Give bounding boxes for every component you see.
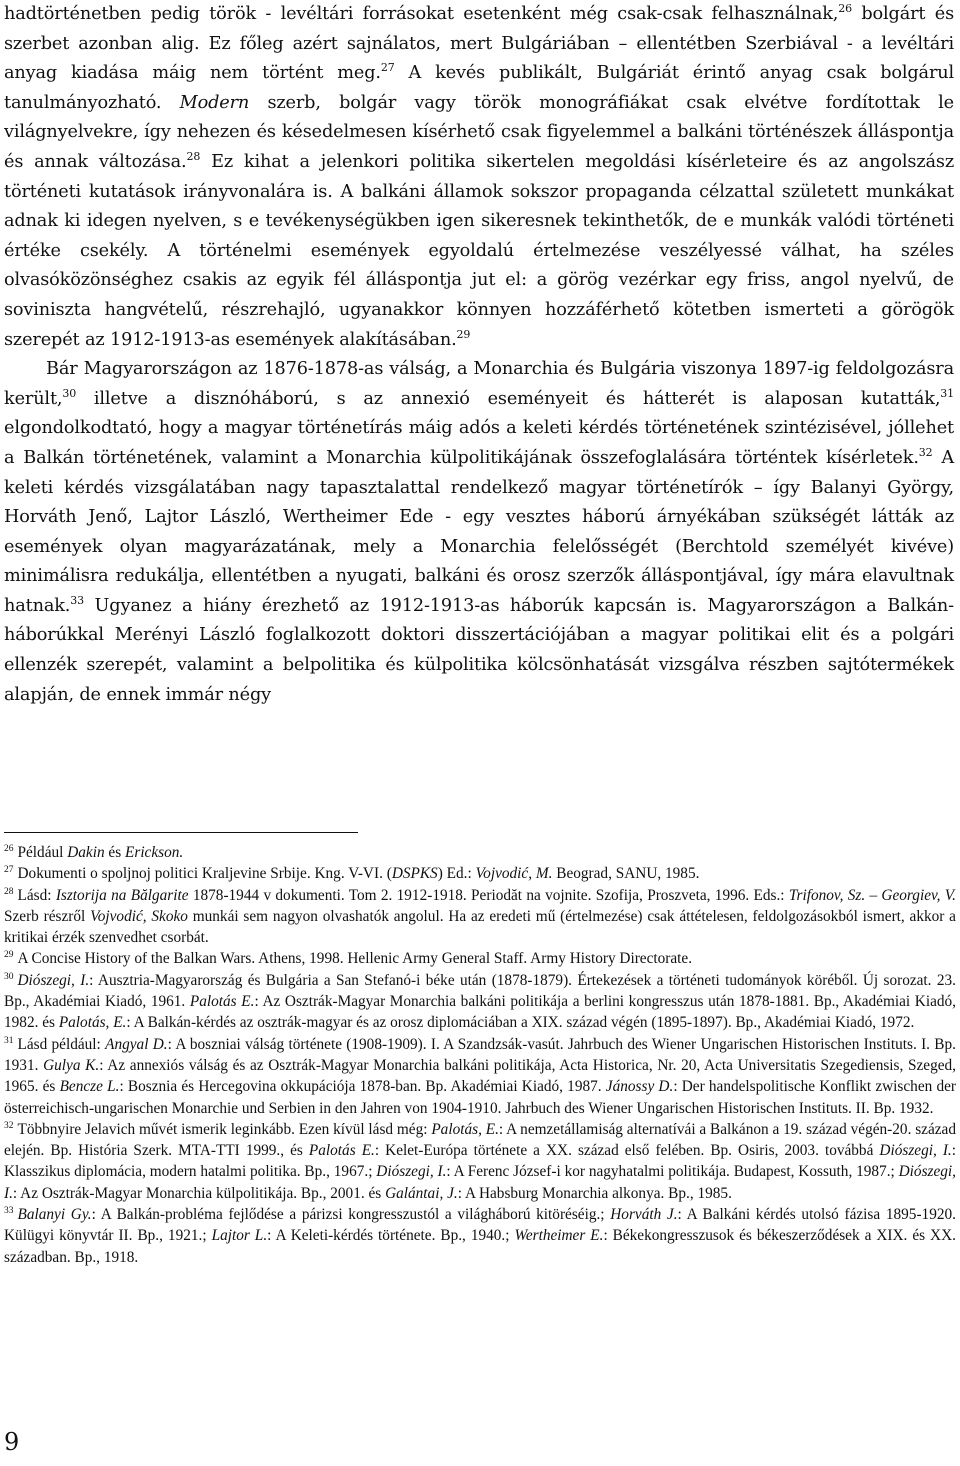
- text-run: szerb, bolgár vagy török monográfiákat csak elvétve fordítottak le világnyelvekre, így nehezen és késedelmesen kísérhető csak figyelemmel a balkáni történészek álláspontja és annak változása.: [4, 92, 954, 172]
- text-run: A Concise History of the Balkan Wars. Athens, 1998. Hellenic Army General Staff. Army History Directorate.: [17, 950, 693, 968]
- text-run: : Der handelspolitische Konflikt zwischen der österreichisch-ungarischen Monarchie und Serbien in den Jahren von 1904-1910. Jahrbuch des Wiener Ungarischen Historischen Instituts. II. Bp. 1932.: [4, 1078, 956, 1117]
- text-run: : A Balkán-kérdés az osztrák-magyar és az orosz diplomáciában a XIX. század végén (1895-1897). Bp., Akadémiai Kiadó, 1972.: [126, 1014, 915, 1032]
- italic-text: Jánossy D.: [605, 1078, 674, 1096]
- footnotes: [4, 842, 956, 1268]
- italic-text: Trifonov, Sz. – Georgiev, V.: [788, 886, 956, 904]
- italic-text: Palotás E.: [308, 1142, 375, 1160]
- text-run: illetve a disznóháború, s az annexió eseményeit és hátterét is alaposan kutatták,: [76, 388, 941, 409]
- text-run: A kevés publikált, Bulgáriát érintő anyag csak bolgárul tanulmányozható.: [4, 63, 954, 113]
- footnote-number: 29: [4, 950, 14, 961]
- footnote-number: 27: [4, 865, 14, 876]
- text-run: : A Habsburg Monarchia alkonya. Bp., 1985.: [457, 1184, 732, 1202]
- footnote-31: [4, 1034, 956, 1119]
- footnote-33: [4, 1204, 956, 1268]
- footnote-ref-27[interactable]: 27: [380, 61, 395, 75]
- text-run: elgondolkodtató, hogy a magyar történetírás máig adós a keleti kérdés történetének szintézisével, jóllehet a Balkán történetének, valamint a Monarchia külpolitikájának összefoglalására történtek kísérletek.: [4, 418, 954, 468]
- text-run: 1878-1944 v dokumenti. Tom 2. 1912-1918. Periodăt na vojnite. Szofija, Proszveta, 1996. Eds.:: [188, 886, 789, 904]
- text-run: : A nemzetállamiság alternatívái a Balkánon a 19. század végén-20. század elején. Bp. História Szerk. MTA-TTI 1999., és: [4, 1120, 956, 1160]
- text-run: : A boszniai válság története (1908-1909). I. A Szandzsák-vasút. Jahrbuch des Wiener Ungarischen Historischen Instituts. I. Bp. 1931.: [4, 1035, 956, 1074]
- text-run: A keleti kérdés vizsgálatában nagy tapasztalattal rendelkező magyar történetírók – így Balanyi György, Horváth Jenő, Lajtor László, Wertheimer Ede - egy vesztes háború árnyékában szükségét látták az események olyan magyarázatának, mely a Monarchia felelősségét (Berchtold személyét kivéve) minimálisra redukálja, ellentétben a nyugati, balkáni és orosz szerzők álláspontjával, így mára elavultnak hatnak.: [4, 447, 954, 616]
- text-run: : Az Osztrák-Magyar Monarchia külpolitikája. Bp., 2001. és: [12, 1184, 386, 1202]
- text-run: hadtörténetben pedig török - levéltári forrásokat esetenként még csak-csak felhasználnak,: [4, 4, 839, 24]
- text-run: : Ausztria-Magyarország és Bulgária a San Stefanó-i béke után (1878-1879). Értekezések a történeti tudományok köréből. Új sorozat. 23. Bp., Akadémiai Kiadó, 1961.: [4, 971, 956, 1011]
- italic-text: Diószegi, I.: [4, 1163, 956, 1202]
- text-run: : A Balkán-probléma fejlődése a párizsi kongresszustól a világháború kitöréséig.;: [91, 1206, 611, 1224]
- italic-text: Modern: [179, 92, 250, 113]
- footnote-ref-28[interactable]: 28: [186, 149, 201, 163]
- footnote-ref-31[interactable]: 31: [940, 386, 954, 400]
- footnote-number: 28: [4, 886, 14, 897]
- italic-text: Diószegi, I.: [376, 1163, 447, 1181]
- text-run: bolgárt és szerbet azonban alig. Ez főleg azért sajnálatos, mert Bulgáriában – ellentétben Szerbiával - a levéltári anyag kiadása máig nem történt meg.: [4, 4, 954, 84]
- italic-text: Vojvodić, M.: [475, 865, 553, 883]
- text-run: Dokumenti o spoljnoj politici Kraljevine Srbije. Kng. V-VI. (: [17, 865, 392, 883]
- text-run: Többnyire Jelavich művét ismerik leginkább. Ezen kívül lásd még:: [17, 1120, 432, 1138]
- text-run: : Kelet-Európa története a XX. század első felében. Bp. Osiris, 2003. továbbá: [374, 1142, 880, 1160]
- text-run: ) Ed.:: [437, 865, 476, 883]
- italic-text: Palotás, E.: [58, 1014, 127, 1032]
- body-text: [4, 0, 954, 710]
- italic-text: Palotás E.: [189, 993, 255, 1011]
- footnote-number: 32: [4, 1120, 14, 1131]
- italic-text: Angyal D.: [105, 1035, 168, 1053]
- italic-text: Isztorija na Bălgarite: [55, 886, 189, 904]
- text-run: : Bosznia és Hercegovina okkupációja 1878-ban. Bp. Akadémiai Kiadó, 1987.: [119, 1078, 606, 1096]
- body-paragraph-2: [4, 355, 954, 710]
- footnote-27: [4, 863, 956, 884]
- text-run: Például: [17, 844, 68, 861]
- footnote-number: 26: [4, 844, 14, 854]
- italic-text: Palotás, E.: [431, 1120, 499, 1138]
- footnote-26: [4, 842, 956, 863]
- text-run: : A Balkáni kérdés utolsó fázisa 1895-1920. Külügyi könyvtár II. Bp., 1921.;: [4, 1206, 956, 1245]
- text-run: munkái sem nagyon olvashatók angolul. Ha az eredeti mű (értelmezése) csak áttételesen, feldolgozásokból ismert, akkor a kritikai érzék szenvedhet csorbát.: [4, 907, 956, 947]
- text-run: : A Keleti-kérdés története. Bp., 1940.;: [267, 1227, 515, 1245]
- text-run: Lásd:: [17, 886, 56, 904]
- footnote-number: 31: [4, 1035, 14, 1046]
- footnote-ref-32[interactable]: 32: [918, 445, 933, 459]
- footnote-29: [4, 948, 956, 969]
- italic-text: Lajtor L.: [211, 1227, 268, 1245]
- italic-text: Bencze L.: [59, 1078, 120, 1096]
- italic-text: Galántai, J.: [385, 1184, 458, 1202]
- italic-text: Horváth J.: [610, 1206, 678, 1224]
- italic-text: DSPKS: [391, 865, 438, 883]
- italic-text: Vojvodić, Skoko: [90, 907, 188, 925]
- text-run: : Klasszikus diplomácia, modern hatalmi politika. Bp., 1967.;: [4, 1142, 956, 1181]
- footnote-ref-30[interactable]: 30: [62, 386, 77, 400]
- italic-text: Wertheimer E.: [514, 1227, 604, 1245]
- footnote-ref-29[interactable]: 29: [456, 327, 471, 341]
- text-run: és: [104, 844, 126, 861]
- footnote-28: [4, 885, 956, 949]
- text-run: : A Ferenc József-i kor nagyhatalmi politikája. Budapest, Kossuth, 1987.;: [446, 1163, 899, 1181]
- text-run: Ugyanez a hiány érezhető az 1912-1913-as háborúk kapcsán is. Magyarországon a Balkán-háborúkkal Merényi László foglalkozott doktori disszertációjában a magyar politikai elit és a polgári ellenzék szerepét, valamint a belpolitika és külpolitika kölcsönhatását vizsgálva részben sajtótermékek alapján, de ennek immár négy: [4, 595, 954, 705]
- text-run: Ez kihat a jelenkori politika sikertelen megoldási kísérleteire és az angolszász történeti kutatások irányvonalára is. A balkáni államok sokszor propaganda célzattal született munkákat adnak ki idegen nyelven, s e tevékenységükben igen sikeresnek tekinthetők, de e munkák valódi történeti értéke csekély. A történelmi események egyoldalú értelmezése veszélyessé válhat, ha széles olvasóközönséghez csakis az egyik fél álláspontja jut el: a görög vezérkar egy friss, angol nyelvű, de soviniszta hangvételű, részrehajló, ugyanakkor könnyen hozzáférhető kötetben ismerteti a görögök szerepét az 1912-1913-as események alakításában.: [4, 151, 955, 350]
- italic-text: Erickson.: [125, 844, 184, 861]
- text-run: Lásd például:: [17, 1035, 106, 1053]
- footnote-30: [4, 970, 956, 1034]
- footnote-ref-26[interactable]: 26: [838, 2, 852, 15]
- italic-text: Diószegi, I.: [17, 971, 90, 989]
- text-run: : Az Osztrák-Magyar Monarchia balkáni politikája a berlini kongresszus után 1878-1881. Bp., Akadémiai Kiadó, 1982. és: [4, 993, 956, 1032]
- italic-text: Balanyi Gy.: [17, 1206, 92, 1224]
- body-paragraph-1: [4, 0, 954, 355]
- footnote-number: 30: [4, 971, 14, 982]
- footnote-ref-33[interactable]: 33: [70, 593, 84, 607]
- footnote-32: [4, 1119, 956, 1204]
- text-run: Bár Magyarországon az 1876-1878-as válság, a Monarchia és Bulgária viszonya 1897-ig feldolgozásra került,: [4, 359, 954, 409]
- footnote-separator: [4, 832, 358, 833]
- text-run: : Az annexiós válság és az Osztrák-Magyar Monarchia balkáni politikája, Acta Historica, Nr. 20, Acta Universitatis Szegediensis, Szeged, 1965. és: [4, 1056, 956, 1096]
- italic-text: Diószegi, I.: [879, 1142, 952, 1160]
- text-run: Szerb részről: [4, 907, 91, 925]
- text-run: Beograd, SANU, 1985.: [552, 865, 700, 883]
- footnote-number: 33: [4, 1206, 14, 1217]
- italic-text: Dakin: [67, 844, 105, 861]
- text-run: : Békekongresszusok és békeszerződések a XIX. és XX. században. Bp., 1918.: [4, 1227, 956, 1266]
- page-number: 9: [4, 1428, 20, 1456]
- italic-text: Gulya K.: [43, 1056, 100, 1074]
